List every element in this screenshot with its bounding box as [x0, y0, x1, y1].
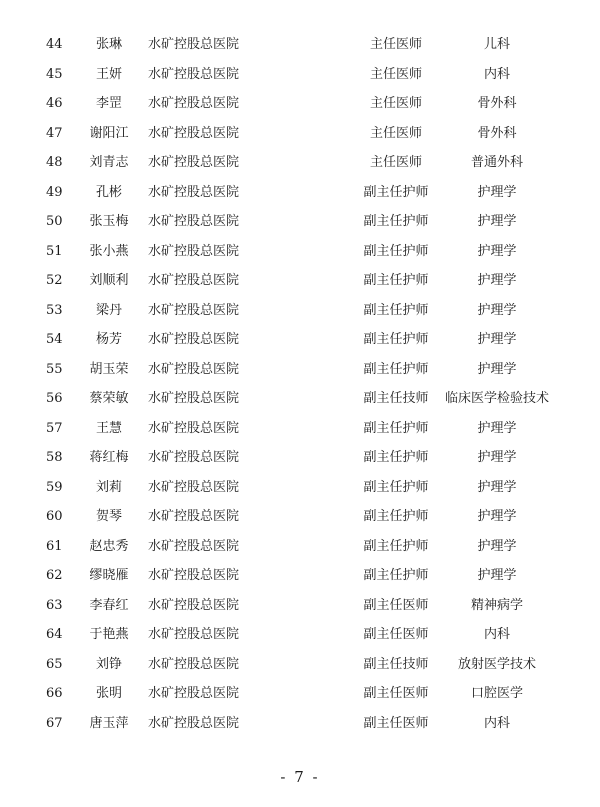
row-number: 56 [46, 391, 63, 406]
person-name: 刘顺利 [89, 273, 129, 288]
person-name: 蔡荣敏 [89, 391, 129, 406]
specialty: 内科 [483, 715, 510, 731]
table-row [0, 679, 600, 709]
specialty: 普通外科 [470, 155, 523, 170]
person-name: 梁丹 [95, 302, 122, 318]
professional-title: 副主任护师 [363, 184, 429, 200]
row-number: 55 [46, 361, 63, 377]
professional-title: 副主任护师 [363, 302, 429, 318]
table-row [0, 709, 600, 739]
row-number: 54 [46, 332, 63, 347]
person-name: 王慧 [95, 420, 122, 436]
professional-title: 副主任医师 [363, 686, 429, 701]
row-number: 50 [46, 214, 63, 229]
organization: 水矿控股总医院 [148, 66, 240, 82]
professional-title: 主任医师 [369, 125, 422, 141]
organization: 水矿控股总医院 [148, 214, 240, 229]
specialty: 口腔医学 [470, 686, 523, 701]
table-row [0, 502, 600, 532]
row-number: 47 [46, 125, 63, 141]
specialty: 临床医学检验技术 [444, 391, 549, 406]
organization: 水矿控股总医院 [148, 302, 240, 318]
specialty: 护理学 [477, 243, 517, 259]
professional-title: 副主任护师 [363, 568, 429, 583]
organization: 水矿控股总医院 [148, 450, 240, 465]
row-number: 44 [46, 37, 63, 52]
professional-title: 副主任技师 [363, 391, 429, 406]
table-row [0, 89, 600, 119]
table-row [0, 30, 600, 60]
table-row [0, 620, 600, 650]
specialty: 内科 [483, 627, 510, 642]
person-name: 唐玉萍 [89, 715, 129, 731]
person-name: 王妍 [95, 66, 122, 82]
table-row [0, 325, 600, 355]
table-row [0, 532, 600, 562]
row-number: 45 [46, 66, 63, 82]
row-number: 46 [46, 96, 63, 111]
person-name: 胡玉荣 [89, 361, 129, 377]
row-number: 59 [46, 479, 63, 495]
organization: 水矿控股总医院 [148, 538, 240, 554]
professional-title: 主任医师 [369, 155, 422, 170]
table-row [0, 473, 600, 503]
professional-title: 副主任护师 [363, 361, 429, 377]
row-number: 57 [46, 420, 63, 436]
table-row [0, 443, 600, 473]
person-name: 刘青志 [89, 155, 129, 170]
table-row [0, 237, 600, 267]
professional-title: 副主任护师 [363, 332, 429, 347]
specialty: 骨外科 [477, 96, 517, 111]
organization: 水矿控股总医院 [148, 273, 240, 288]
professional-title: 副主任护师 [363, 214, 429, 229]
organization: 水矿控股总医院 [148, 479, 240, 495]
specialty: 护理学 [477, 273, 517, 288]
professional-title: 主任医师 [369, 96, 422, 111]
organization: 水矿控股总医院 [148, 155, 240, 170]
table-row [0, 119, 600, 149]
person-name: 李春红 [89, 597, 129, 613]
row-number: 52 [46, 273, 63, 288]
table-row [0, 60, 600, 90]
organization: 水矿控股总医院 [148, 627, 240, 642]
organization: 水矿控股总医院 [148, 37, 240, 52]
table-row [0, 384, 600, 414]
specialty: 护理学 [477, 214, 517, 229]
person-name: 贺琴 [95, 509, 122, 524]
professional-title: 副主任医师 [363, 715, 429, 731]
professional-title: 副主任医师 [363, 627, 429, 642]
organization: 水矿控股总医院 [148, 184, 240, 200]
specialty: 内科 [483, 66, 510, 82]
table-row [0, 561, 600, 591]
specialty: 护理学 [477, 332, 517, 347]
person-name: 缪晓雁 [89, 568, 129, 583]
person-name: 张玉梅 [89, 214, 129, 229]
row-number: 61 [46, 538, 63, 554]
professional-title: 副主任护师 [363, 243, 429, 259]
table-row [0, 650, 600, 680]
table-row [0, 414, 600, 444]
specialty: 护理学 [477, 538, 517, 554]
row-number: 51 [46, 243, 63, 259]
person-name: 孔彬 [95, 184, 122, 200]
specialty: 精神病学 [470, 597, 523, 613]
specialty: 护理学 [477, 479, 517, 495]
row-number: 64 [46, 627, 63, 642]
person-name: 杨芳 [95, 332, 122, 347]
person-name: 李罡 [95, 96, 122, 111]
organization: 水矿控股总医院 [148, 715, 240, 731]
person-name: 张明 [95, 686, 122, 701]
person-name: 于艳燕 [89, 627, 129, 642]
professional-title: 副主任护师 [363, 420, 429, 436]
row-number: 53 [46, 302, 63, 318]
organization: 水矿控股总医院 [148, 125, 240, 141]
organization: 水矿控股总医院 [148, 391, 240, 406]
organization: 水矿控股总医院 [148, 361, 240, 377]
specialty: 护理学 [477, 361, 517, 377]
person-name: 蒋红梅 [89, 450, 129, 465]
specialty: 护理学 [477, 450, 517, 465]
row-number: 58 [46, 450, 63, 465]
organization: 水矿控股总医院 [148, 96, 240, 111]
specialty: 护理学 [477, 184, 517, 200]
professional-title: 副主任护师 [363, 509, 429, 524]
organization: 水矿控股总医院 [148, 568, 240, 583]
person-name: 刘莉 [95, 479, 122, 495]
organization: 水矿控股总医院 [148, 420, 240, 436]
organization: 水矿控股总医院 [148, 332, 240, 347]
row-number: 67 [46, 715, 63, 731]
personnel-table [0, 30, 600, 738]
professional-title: 副主任护师 [363, 273, 429, 288]
professional-title: 副主任护师 [363, 450, 429, 465]
professional-title: 副主任护师 [363, 538, 429, 554]
specialty: 护理学 [477, 568, 517, 583]
table-row [0, 296, 600, 326]
table-row [0, 207, 600, 237]
row-number: 63 [46, 597, 63, 613]
professional-title: 主任医师 [369, 37, 422, 52]
specialty: 放射医学技术 [457, 656, 536, 672]
specialty: 护理学 [477, 302, 517, 318]
professional-title: 主任医师 [369, 66, 422, 82]
table-row [0, 178, 600, 208]
row-number: 48 [46, 155, 63, 170]
organization: 水矿控股总医院 [148, 597, 240, 613]
organization: 水矿控股总医院 [148, 243, 240, 259]
row-number: 62 [46, 568, 63, 583]
row-number: 60 [46, 509, 63, 524]
row-number: 65 [46, 656, 63, 672]
person-name: 张小燕 [89, 243, 129, 259]
professional-title: 副主任护师 [363, 479, 429, 495]
specialty: 儿科 [483, 37, 510, 52]
specialty: 护理学 [477, 420, 517, 436]
table-row [0, 148, 600, 178]
person-name: 张琳 [95, 37, 122, 52]
page-number: - 7 - [280, 768, 320, 786]
table-row [0, 591, 600, 621]
person-name: 谢阳江 [89, 125, 129, 141]
row-number: 66 [46, 686, 63, 701]
table-row [0, 266, 600, 296]
professional-title: 副主任技师 [363, 656, 429, 672]
specialty: 护理学 [477, 509, 517, 524]
organization: 水矿控股总医院 [148, 656, 240, 672]
person-name: 赵忠秀 [89, 538, 129, 554]
organization: 水矿控股总医院 [148, 686, 240, 701]
table-row [0, 355, 600, 385]
row-number: 49 [46, 184, 63, 200]
specialty: 骨外科 [477, 125, 517, 141]
person-name: 刘铮 [95, 656, 122, 672]
professional-title: 副主任医师 [363, 597, 429, 613]
organization: 水矿控股总医院 [148, 509, 240, 524]
